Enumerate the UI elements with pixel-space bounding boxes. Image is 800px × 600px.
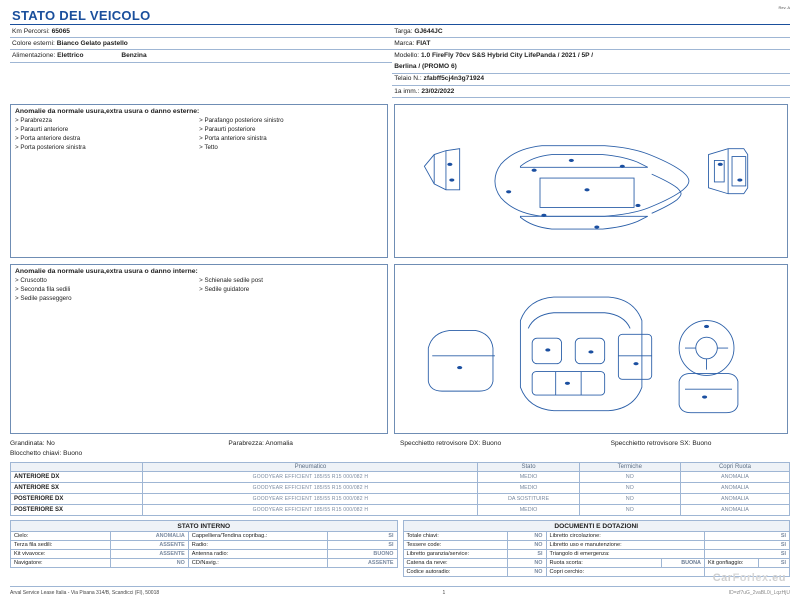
external-damage-col1 xyxy=(15,117,199,153)
status-blocchetto xyxy=(10,449,790,459)
status-specchietto-sx-value: Buono xyxy=(692,440,712,448)
status-specchietto-dx-value: Buono xyxy=(482,440,502,448)
external-damage-col2 xyxy=(199,117,383,153)
row-value: ASSENTE xyxy=(327,559,397,568)
field-modello-value: 1.0 FireFly 70cv S&S Hybrid City LifePanda / 2021 / 5P / xyxy=(420,51,594,59)
header-info xyxy=(10,26,790,98)
field-alimentazione-label: Alimentazione: xyxy=(12,51,56,59)
field-marca-label: Marca: xyxy=(394,39,415,47)
status-grandinata-label: Grandinata: xyxy=(10,440,45,448)
tyre-spec: GOODYEAR EFFICIENT 185/55 R15 000/082 H xyxy=(143,505,478,516)
documenti-dotazioni-section xyxy=(403,520,791,577)
status-blocchetto-value: Buono xyxy=(63,450,83,458)
tyre-stato: DA SOSTITUIRE xyxy=(478,494,579,505)
table-row xyxy=(11,494,790,505)
row-value: SI xyxy=(759,559,790,568)
field-km xyxy=(10,26,392,38)
field-colore xyxy=(10,38,392,50)
row-value: ASSENTE xyxy=(111,541,188,550)
row-key: Kit vivavoce: xyxy=(11,550,111,559)
row-key: Navigatore: xyxy=(11,559,111,568)
list-item: > Porta posteriore sinistra xyxy=(15,144,199,153)
table-row xyxy=(11,483,790,494)
row-value: ASSENTE xyxy=(111,550,188,559)
revision-label: Rev. A xyxy=(778,5,790,10)
internal-damage-col2 xyxy=(199,277,383,304)
watermark-part3: .eu xyxy=(768,572,786,584)
field-prima-immatricolazione-value: 23/02/2022 xyxy=(421,87,455,95)
page-footer xyxy=(10,590,790,596)
list-item: > Seconda fila sedili xyxy=(15,286,199,295)
row-key: Libretto uso e manutenzione: xyxy=(546,541,704,550)
internal-damage-section xyxy=(10,264,790,434)
row-value: SI xyxy=(704,550,789,559)
tyre-stato: MEDIO xyxy=(478,505,579,516)
internal-damage-title: Anomalie da normale usura,extra usura o danno interne: xyxy=(15,268,198,276)
tyres-header-row xyxy=(11,463,790,472)
field-marca xyxy=(392,38,790,50)
row-value: NO xyxy=(507,541,546,550)
tyres-col-stato: Stato xyxy=(478,463,579,472)
footer-company: Arval Service Lease Italia - Via Pisana 314/B, Scandicci (FI), 50018 xyxy=(10,590,160,596)
list-item: > Schienale sedile post xyxy=(199,277,383,286)
header-left-column xyxy=(10,26,392,98)
row-value: ANOMALIA xyxy=(111,532,188,541)
tyres-col-termiche: Termiche xyxy=(579,463,680,472)
tyre-termiche: NO xyxy=(579,505,680,516)
status-parabrezza xyxy=(228,439,400,449)
row-key: Codice autoradio: xyxy=(403,568,507,577)
list-item: > Tetto xyxy=(199,144,383,153)
row-key: Libretto circolazione: xyxy=(546,532,704,541)
field-alimentazione xyxy=(10,50,392,62)
status-blocchetto-label: Blocchetto chiavi: xyxy=(10,450,62,458)
watermark-part2: Forlex xyxy=(732,572,769,584)
interior-diagram xyxy=(394,264,788,434)
title-divider xyxy=(10,24,790,25)
row-value: NO xyxy=(111,559,188,568)
table-row xyxy=(11,550,398,559)
general-status-lines xyxy=(10,439,790,459)
field-modello-label: Modello: xyxy=(394,51,420,59)
list-item: > Sedile guidatore xyxy=(199,286,383,295)
row-value: NO xyxy=(507,559,546,568)
status-specchietto-sx xyxy=(611,439,790,449)
tyre-stato: MEDIO xyxy=(478,472,579,483)
list-item: > Paraurti anteriore xyxy=(15,126,199,135)
watermark-part1: Car xyxy=(712,572,733,584)
row-value: SI xyxy=(704,541,789,550)
status-grandinata xyxy=(10,439,228,449)
tyres-table xyxy=(10,462,790,516)
exterior-diagram-svg xyxy=(395,105,787,257)
tyre-position: ANTERIORE SX xyxy=(11,483,143,494)
internal-damage-box xyxy=(10,264,388,434)
row-key: Terza fila sedili: xyxy=(11,541,111,550)
external-diagram-panel xyxy=(394,104,788,258)
tyres-col-position xyxy=(11,463,143,472)
row-key: Copri cerchio: xyxy=(546,568,704,577)
table-row xyxy=(403,532,790,541)
footer-divider xyxy=(10,586,790,587)
stato-interno-title: STATO INTERNO xyxy=(10,520,398,531)
table-row xyxy=(11,472,790,483)
tyre-copriruota: ANOMALIA xyxy=(680,494,789,505)
field-targa-label: Targa: xyxy=(394,27,413,35)
row-key: Kit gonfiaggio: xyxy=(704,559,758,568)
field-telaio-label: Telaio N.: xyxy=(394,75,422,83)
damage-markers xyxy=(448,159,743,229)
tyre-copriruota: ANOMALIA xyxy=(680,483,789,494)
field-km-label: Km Percorsi: xyxy=(12,27,50,35)
documenti-dotazioni-table xyxy=(403,531,791,577)
field-targa-value: GJ644JC xyxy=(414,27,443,35)
status-specchietto-sx-label: Specchietto retrovisore SX: xyxy=(610,440,691,448)
list-item: > Parabrezza xyxy=(15,117,199,126)
tyre-termiche: NO xyxy=(579,483,680,494)
list-item: > Parafango posteriore sinistro xyxy=(199,117,383,126)
table-row xyxy=(403,559,790,568)
footer-document-id: ID=zf7uG_2vaBL0i_LqzHjU xyxy=(728,590,790,596)
row-key: CD/Navig.: xyxy=(188,559,327,568)
tyre-spec: GOODYEAR EFFICIENT 185/55 R15 000/082 H xyxy=(143,483,478,494)
tyre-copriruota: ANOMALIA xyxy=(680,472,789,483)
row-value: SI xyxy=(327,541,397,550)
tyre-position: POSTERIORE SX xyxy=(11,505,143,516)
list-item: > Paraurti posteriore xyxy=(199,126,383,135)
row-key: Libretto garanzia/service: xyxy=(403,550,507,559)
external-damage-columns xyxy=(11,117,387,157)
row-value: NO xyxy=(507,568,546,577)
list-item: > Cruscotto xyxy=(15,277,199,286)
page-title: STATO DEL VEICOLO xyxy=(12,8,151,23)
field-telaio-value: zfabff5cj4n3g71924 xyxy=(423,75,485,83)
field-modello xyxy=(392,50,790,61)
row-key: Cielo: xyxy=(11,532,111,541)
external-damage-title: Anomalie da normale usura,extra usura o danno esterne: xyxy=(15,108,200,116)
external-damage-box xyxy=(10,104,388,258)
row-key: Catena da neve: xyxy=(403,559,507,568)
internal-damage-col1 xyxy=(15,277,199,304)
row-key: Triangolo di emergenza: xyxy=(546,550,704,559)
row-key: Totale chiavi: xyxy=(403,532,507,541)
field-alimentazione-value: Elettrico xyxy=(57,51,84,59)
field-targa xyxy=(392,26,790,38)
row-value: SI xyxy=(704,532,789,541)
tyres-col-copriruota: Copri Ruota xyxy=(680,463,789,472)
tyres-col-pneumatico: Pneumatico xyxy=(143,463,478,472)
tyre-stato: MEDIO xyxy=(478,483,579,494)
field-alimentazione-value2: Benzina xyxy=(121,51,147,59)
list-item: > Porta anteriore destra xyxy=(15,135,199,144)
field-colore-value: Bianco Gelato pastello xyxy=(56,39,128,47)
row-key: Ruota scorta: xyxy=(546,559,662,568)
field-colore-label: Colore esterni: xyxy=(12,39,55,47)
exterior-diagram xyxy=(394,104,788,258)
internal-diagram-panel xyxy=(394,264,788,434)
external-damage-section xyxy=(10,104,790,258)
tyre-position: ANTERIORE DX xyxy=(11,472,143,483)
table-row xyxy=(11,505,790,516)
table-row xyxy=(11,559,398,568)
status-specchietto-dx xyxy=(400,439,611,449)
table-row xyxy=(11,532,398,541)
stato-interno-section xyxy=(10,520,398,577)
field-modello-line2 xyxy=(392,62,790,74)
list-item: > Porta anteriore sinistra xyxy=(199,135,383,144)
row-key: Radio: xyxy=(188,541,327,550)
field-marca-value: FIAT xyxy=(416,39,431,47)
list-item: > Sedile passeggero xyxy=(15,295,199,304)
bottom-sections xyxy=(10,520,790,577)
interior-diagram-svg xyxy=(395,265,787,433)
documenti-dotazioni-title: DOCUMENTI E DOTAZIONI xyxy=(403,520,791,531)
internal-damage-columns xyxy=(11,277,387,308)
damage-markers xyxy=(457,325,709,399)
stato-interno-table xyxy=(10,531,398,568)
row-value: NO xyxy=(507,532,546,541)
field-km-value: 65065 xyxy=(51,27,70,35)
header-right-column xyxy=(392,26,790,98)
field-telaio xyxy=(392,74,790,86)
footer-page-number: 1 xyxy=(442,590,446,596)
tyre-termiche: NO xyxy=(579,494,680,505)
tyre-spec: GOODYEAR EFFICIENT 185/55 R15 000/082 H xyxy=(143,494,478,505)
field-prima-immatricolazione xyxy=(392,86,790,98)
row-key: Antenna radio: xyxy=(188,550,327,559)
watermark xyxy=(713,572,786,584)
tyre-copriruota: ANOMALIA xyxy=(680,505,789,516)
tyre-termiche: NO xyxy=(579,472,680,483)
row-key: Tessere code: xyxy=(403,541,507,550)
status-specchietto-dx-label: Specchietto retrovisore DX: xyxy=(399,440,481,448)
row-value: SI xyxy=(507,550,546,559)
table-row xyxy=(11,541,398,550)
tyre-spec: GOODYEAR EFFICIENT 185/55 R15 000/082 H xyxy=(143,472,478,483)
status-parabrezza-value: Anomalia xyxy=(265,440,293,448)
row-key: Cappelliera/Tendina copribag.: xyxy=(188,532,327,541)
row-value: SI xyxy=(327,532,397,541)
row-value: BUONO xyxy=(327,550,397,559)
field-modello-value2: Berlina / (PROMO 6) xyxy=(394,63,457,71)
row-value: BUONA xyxy=(662,559,705,568)
table-row xyxy=(403,550,790,559)
field-prima-immatricolazione-label: 1a imm.: xyxy=(394,87,420,95)
external-damage-list-panel xyxy=(10,104,388,258)
tyre-position: POSTERIORE DX xyxy=(11,494,143,505)
status-parabrezza-label: Parabrezza: xyxy=(228,440,264,448)
header-left-spacer xyxy=(10,63,392,84)
status-row-1 xyxy=(10,439,790,449)
status-grandinata-value: No xyxy=(46,440,55,448)
internal-damage-list-panel xyxy=(10,264,388,434)
table-row xyxy=(403,541,790,550)
